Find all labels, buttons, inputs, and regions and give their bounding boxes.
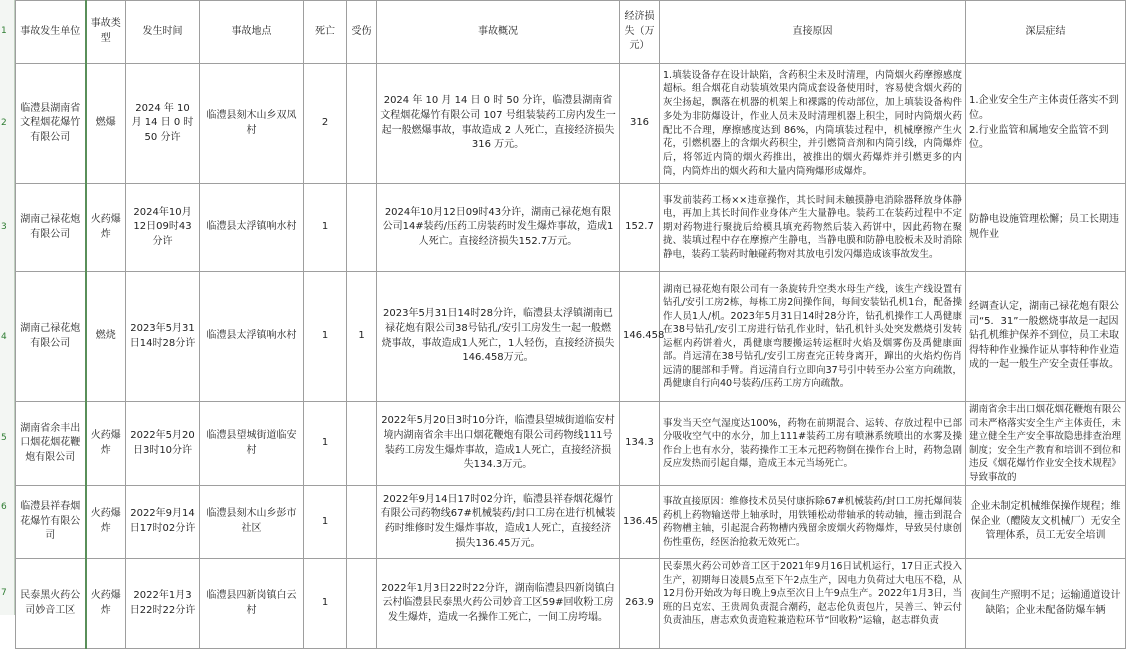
cell-summary[interactable]: 2024年10月12日09时43分许，湖南己禄花炮有限公司14#装药/压药工房装药时发生爆炸事故，造成1人死亡。直接经济损失152.7万元。 <box>377 184 620 272</box>
cell-injuries[interactable] <box>347 559 377 649</box>
cell-place[interactable]: 临澧县四新岗镇白云村 <box>200 559 304 649</box>
cell-time[interactable]: 2022年5月20日3时10分许 <box>126 402 200 486</box>
cell-unit[interactable]: 民泰黑火药公司妙音工区 <box>16 559 86 649</box>
cell-direct-cause[interactable]: 湖南已禄花炮有限公司有一条旋转升空类水母生产线，该生产线设置有钻孔/安引工房2栋，每栋工房2间操作间，每间安装钻孔机1台，配备操作人员1人/机。2023年5月31日14时28分许，钻孔机操作工人禹健康在38号钻孔/安引工房进行钻孔作业时，钻孔机针头处突发燃烧引发转运框内药饼着火，禹健康弯腰搬运转运框时火焰及烟雾伤及禹健康面部。肖远清在38号钻孔/安引工房查完正转身离开，蹿出的火焰灼伤肖远清的腿部和手臂。肖远清自行立即向37号引中转至办公室方向疏散，禹健康自行向40号装药/压药工房方向疏散。 <box>660 272 966 402</box>
cell-root-cause[interactable]: 1.企业安全生产主体责任落实不到位。 2.行业监管和属地安全监管不到位。 <box>966 64 1126 184</box>
cell-time[interactable]: 2022年1月3日22时22分许 <box>126 559 200 649</box>
cell-type[interactable]: 火药爆炸 <box>86 402 126 486</box>
header-type[interactable]: 事故类型 <box>86 1 126 64</box>
cell-deaths[interactable]: 1 <box>304 402 347 486</box>
cell-direct-cause[interactable]: 事发前装药工杨××违章操作，其长时间未触摸静电消除器释放身体静电，再加上其长时间作业身体产生大量静电。装药工在装药过程中不定期对药物进行聚拢后给模具填充药物然后装入药饼中，因此药物在聚拢、装填过程中存在摩擦产生静电，当静电膜和防静电胶板未及时消除静电，装药工装药时触碰药物对其放电引发闪爆造成该事故发生。 <box>660 184 966 272</box>
row-number-gutter <box>0 0 15 615</box>
cell-deaths[interactable]: 1 <box>304 486 347 559</box>
cell-root-cause[interactable]: 经调查认定，湖南己禄花炮有限公司“5．31”一般燃烧事故是一起因钻孔机维护保养不到位，员工未取得特种作业操作证从事特种作业造成的一起一般生产安全责任事故。 <box>966 272 1126 402</box>
cell-direct-cause[interactable]: 事发当天空气湿度达100%，药物在前期混合、运转、存放过程中已部分吸收空气中的水分，加上111#装药工房有喷淋系统喷出的水雾及操作台上也有水分，装药操作工王本元把药物倒在操作台上时，药物急剧反应发热而引起自爆，造成王本元当场死亡。 <box>660 402 966 486</box>
header-place[interactable]: 事故地点 <box>200 1 304 64</box>
table-row <box>16 486 1126 559</box>
table-row <box>16 64 1126 184</box>
cell-direct-cause[interactable]: 1.填装设备存在设计缺陷，含药积尘未及时清理，内筒烟火药摩擦感度超标。组合烟花自动装填效果内筒成套设备使用时，容易使含烟火药的灰尘扬起，飘落在机器的机架上和裸露的传动部位，加上填装设备构件多处为非防爆设计，作业人员未及时清理机器上积尘，同时内筒烟火药配比不合理，摩擦感度达到 86%，内筒填装过程中，机械摩擦产生火花，引燃机器上的含烟火药积尘，并引燃筒音剂和内筒引线，内筒爆炸后，将邻近内筒的烟火药推出，被推出的烟火药爆炸并引燃更多的内筒，内筒炸出的烟火药和大量内筒殉爆形成爆炸。 <box>660 64 966 184</box>
row-number[interactable]: 4 <box>1 332 7 342</box>
cell-root-cause[interactable]: 防静电设施管理松懈；员工长期违规作业 <box>966 184 1126 272</box>
cell-injuries[interactable]: 1 <box>347 272 377 402</box>
cell-place[interactable]: 临澧县望城街道临安村 <box>200 402 304 486</box>
cell-loss[interactable]: 136.45 <box>620 486 660 559</box>
cell-type[interactable]: 火药爆炸 <box>86 184 126 272</box>
cell-root-cause[interactable]: 企业未制定机械维保操作规程；维保企业（醴陵友文机械厂）无安全管理体系，员工无安全培训 <box>966 486 1126 559</box>
cell-injuries[interactable] <box>347 184 377 272</box>
row-number[interactable]: 3 <box>1 222 7 232</box>
header-direct-cause[interactable]: 直接原因 <box>660 1 966 64</box>
cell-place[interactable]: 临澧县刻木山乡彭市社区 <box>200 486 304 559</box>
cell-time[interactable]: 2023年5月31日14时28分许 <box>126 272 200 402</box>
cell-root-cause[interactable]: 湖南省余丰出口烟花烟花鞭炮有限公司未严格落实安全生产主体责任，未建立健全生产安全事故隐患排查治理制度；安全生产教育和培训不到位和违反《烟花爆竹作业安全技术规程》导致事故的 <box>966 402 1126 486</box>
header-loss[interactable]: 经济损失（万元） <box>620 1 660 64</box>
cell-unit[interactable]: 湖南省余丰出口烟花烟花鞭炮有限公司 <box>16 402 86 486</box>
cell-deaths[interactable]: 1 <box>304 272 347 402</box>
cell-loss[interactable]: 316 <box>620 64 660 184</box>
header-unit[interactable]: 事故发生单位 <box>16 1 86 64</box>
row-number[interactable]: 6 <box>1 502 7 512</box>
header-time[interactable]: 发生时间 <box>126 1 200 64</box>
cell-injuries[interactable] <box>347 64 377 184</box>
cell-loss[interactable]: 263.9 <box>620 559 660 649</box>
cell-direct-cause[interactable]: 事故直接原因：维修技术员吴付康拆除67#机械装药/封口工房托爆间装药机上药物输送带上轴承时，用铁锤松动带轴承的转动轴，撞击到混合药物槽主轴，引起混合药物槽内残留余废烟火药物爆炸，导致吴付康创伤性重伤，经医治抢救无效死亡。 <box>660 486 966 559</box>
cell-summary[interactable]: 2024 年 10 月 14 日 0 时 50 分许，临澧县湖南省文程烟花爆竹有限公司 107 号组装装药工房内发生一起一般燃爆事故，事故造成 2 人死亡，直接经济损失 316 万元。 <box>377 64 620 184</box>
cell-unit[interactable]: 湖南己禄花炮有限公司 <box>16 184 86 272</box>
cell-summary[interactable]: 2023年5月31日14时28分许，临澧县太浮镇湖南已禄花炮有限公司38号钻孔/安引工房发生一起一般燃烧事故，事故造成1人死亡，1人轻伤，直接经济损失146.458万元。 <box>377 272 620 402</box>
cell-loss[interactable]: 152.7 <box>620 184 660 272</box>
cell-deaths[interactable]: 2 <box>304 64 347 184</box>
cell-unit[interactable]: 湖南己禄花炮有限公司 <box>16 272 86 402</box>
cell-time[interactable]: 2024 年 10 月 14 日 0 时 50 分许 <box>126 64 200 184</box>
row-number[interactable]: 7 <box>1 588 7 598</box>
cell-summary[interactable]: 2022年9月14日17时02分许，临澧县祥春烟花爆竹有限公司药物线67#机械装药/封口工房在进行机械装药时维修时发生爆炸事故，造成1人死亡，直接经济损失136.45万元。 <box>377 486 620 559</box>
cell-place[interactable]: 临澧县刻木山乡双凤村 <box>200 64 304 184</box>
header-summary[interactable]: 事故概况 <box>377 1 620 64</box>
table-row <box>16 272 1126 402</box>
row-number[interactable]: 5 <box>1 433 7 443</box>
cell-summary[interactable]: 2022年5月20日3时10分许，临澧县望城街道临安村境内湖南省余丰出口烟花鞭炮有限公司药物线111号装药工房发生爆炸事故，造成1人死亡，直接经济损失134.3万元。 <box>377 402 620 486</box>
cell-direct-cause[interactable]: 民泰黑火药公司妙音工区于2021年9月16日试机运行，17日正式投入生产，初期每日凌晨5点至下午2点生产，因电力负荷过大电压不稳，从12月份开始改为每日晚上9点至次日上午9点生产。2022年1月3日，当班的吕克宏、王贵周负责混合潮药，赵志伦负责包片，吴善三、钟云付负责油压，唐志欢负责造粒兼造粒环节“回收粉”运输，赵志群负责 <box>660 559 966 649</box>
cell-place[interactable]: 临澧县太浮镇响水村 <box>200 184 304 272</box>
cell-type[interactable]: 火药爆炸 <box>86 486 126 559</box>
cell-place[interactable]: 临澧县太浮镇响水村 <box>200 272 304 402</box>
cell-unit[interactable]: 临澧县祥春烟花爆竹有限公司 <box>16 486 86 559</box>
cell-injuries[interactable] <box>347 402 377 486</box>
table-row <box>16 184 1126 272</box>
table-row <box>16 559 1126 649</box>
cell-injuries[interactable] <box>347 486 377 559</box>
cell-loss[interactable]: 146.458 <box>620 272 660 402</box>
cell-time[interactable]: 2024年10月12日09时43分许 <box>126 184 200 272</box>
row-number[interactable]: 1 <box>1 26 7 36</box>
header-deaths[interactable]: 死亡 <box>304 1 347 64</box>
cell-deaths[interactable]: 1 <box>304 559 347 649</box>
header-row <box>16 1 1126 64</box>
cell-time[interactable]: 2022年9月14日17时02分许 <box>126 486 200 559</box>
cell-type[interactable]: 火药爆炸 <box>86 559 126 649</box>
header-injuries[interactable]: 受伤 <box>347 1 377 64</box>
row-number[interactable]: 2 <box>1 118 7 128</box>
cell-unit[interactable]: 临澧县湖南省文程烟花爆竹有限公司 <box>16 64 86 184</box>
table-row <box>16 402 1126 486</box>
cell-loss[interactable]: 134.3 <box>620 402 660 486</box>
cell-type[interactable]: 燃烧 <box>86 272 126 402</box>
cell-type[interactable]: 燃爆 <box>86 64 126 184</box>
accident-table <box>15 0 1126 649</box>
cell-deaths[interactable]: 1 <box>304 184 347 272</box>
header-root-cause[interactable]: 深层症结 <box>966 1 1126 64</box>
cell-root-cause[interactable]: 夜间生产照明不足；运输通道设计缺陷；企业未配备防爆车辆 <box>966 559 1126 649</box>
cell-summary[interactable]: 2022年1月3日22时22分许，湖南临澧县四新岗镇白云村临澧县民泰黑火药公司妙音工区59#回收粉工房发生爆炸，造成一名操作工死亡，一间工房垮塌。 <box>377 559 620 649</box>
